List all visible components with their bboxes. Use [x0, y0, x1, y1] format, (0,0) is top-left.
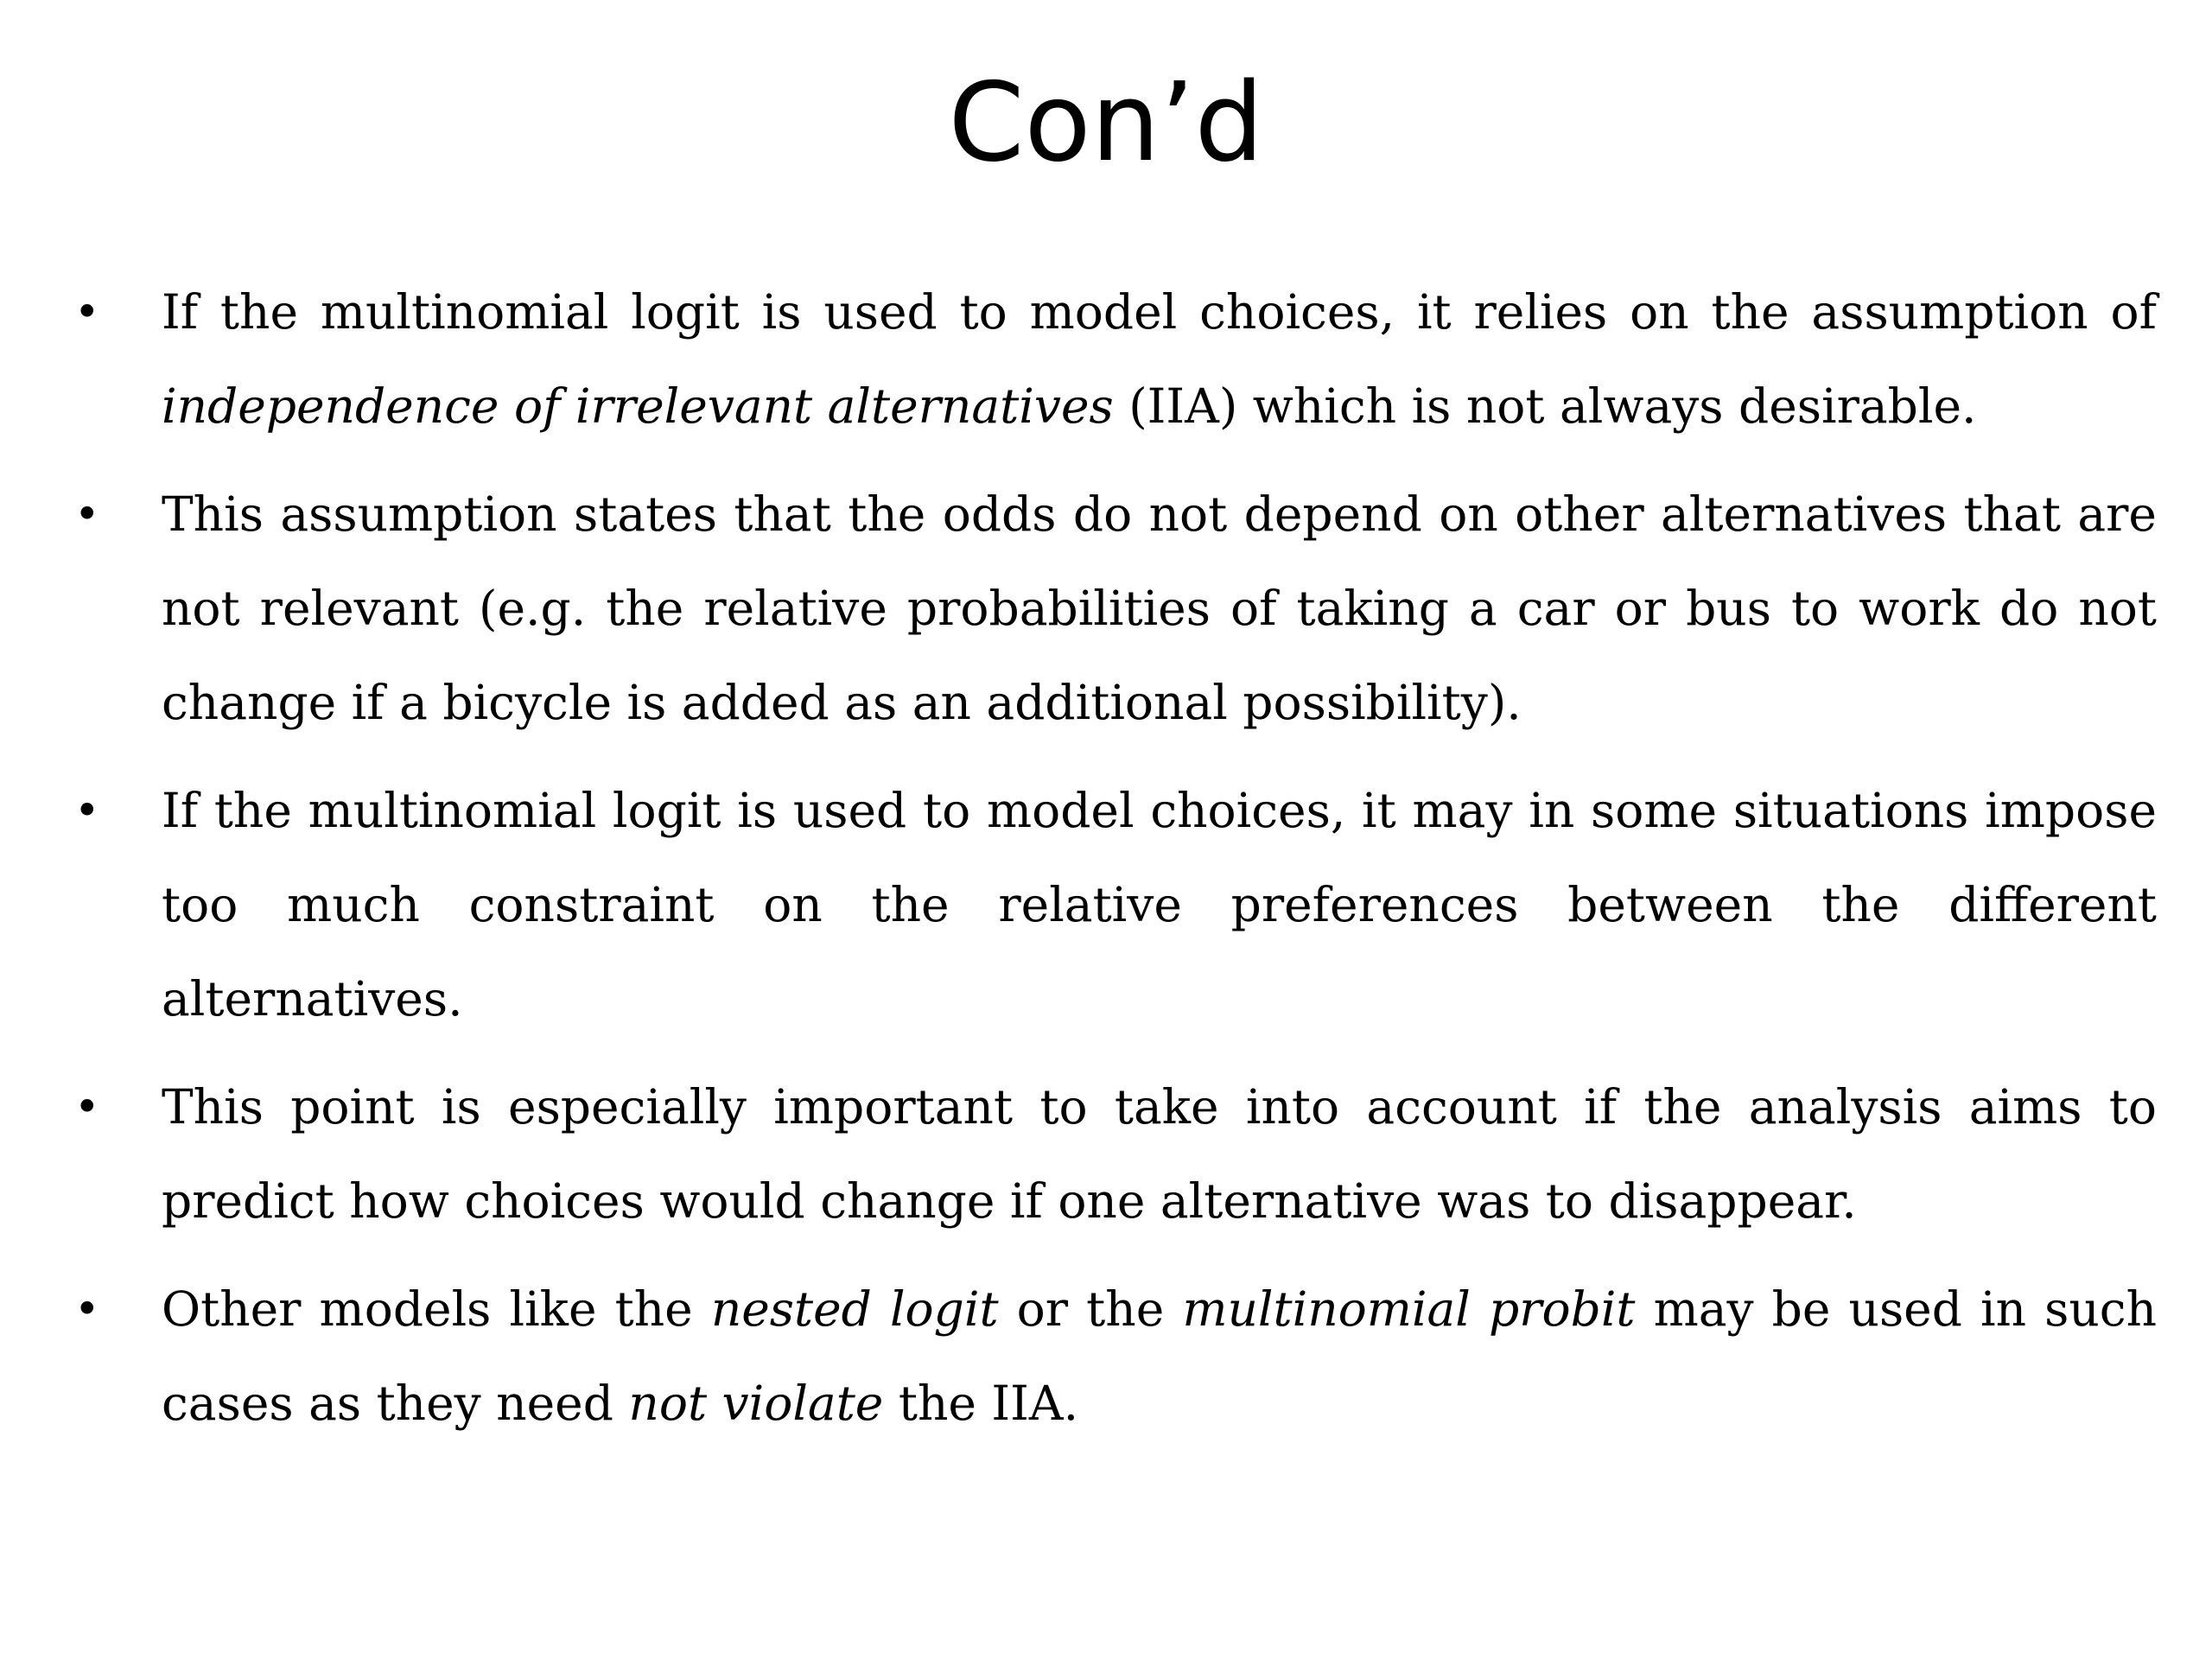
slide-title: Con’d [948, 59, 1264, 186]
bullet-text-segment-italic: multinomial probit [1182, 1281, 1636, 1337]
bullet-text-segment: If the multinomial logit is used to model choices, it relies on the assumption of [162, 284, 2157, 340]
bullet-text-segment-italic: independence of irrelevant alternatives [162, 378, 1114, 434]
bullet-text-segment: If the multinomial logit is used to model choices, it may in some situations impose too much constraint on the relative preferences between the different alternatives. [162, 783, 2157, 1027]
bullet-item [74, 265, 2157, 454]
bullet-text-segment-italic: nested logit [710, 1281, 999, 1337]
bullet-dot-icon: • [74, 287, 100, 337]
bullet-dot-icon: • [74, 1082, 100, 1132]
bullet-text-segment: may be used in such cases as they need [162, 1281, 2158, 1431]
bullet-text-segment-italic: not violate [628, 1376, 884, 1431]
bullet-list [74, 265, 2157, 1465]
bullet-text-segment: (IIA) which is not always desirable. [1113, 378, 1977, 434]
bullet-dot-icon: • [74, 1284, 100, 1334]
bullet-text-segment: the IIA. [883, 1376, 1079, 1431]
bullet-text-segment: or the [998, 1281, 1183, 1337]
bullet-text-segment: This point is especially important to take into account if the analysis aims to predict how choices would change if one alternative was to disappear. [162, 1079, 2157, 1229]
bullet-text-segment: Other models like the [162, 1281, 711, 1337]
bullet-item [74, 764, 2157, 1046]
bullet-dot-icon: • [74, 489, 100, 539]
bullet-text-segment: This assumption states that the odds do not depend on other alternatives that are not relevant (e.g. the relative probabilities of taking a car or bus to work do not change if a bicycle is added as an additional possibility). [162, 486, 2157, 730]
bullet-item [74, 1262, 2157, 1451]
bullet-item [74, 1060, 2157, 1249]
bullet-item [74, 467, 2157, 750]
bullet-dot-icon: • [74, 785, 100, 836]
